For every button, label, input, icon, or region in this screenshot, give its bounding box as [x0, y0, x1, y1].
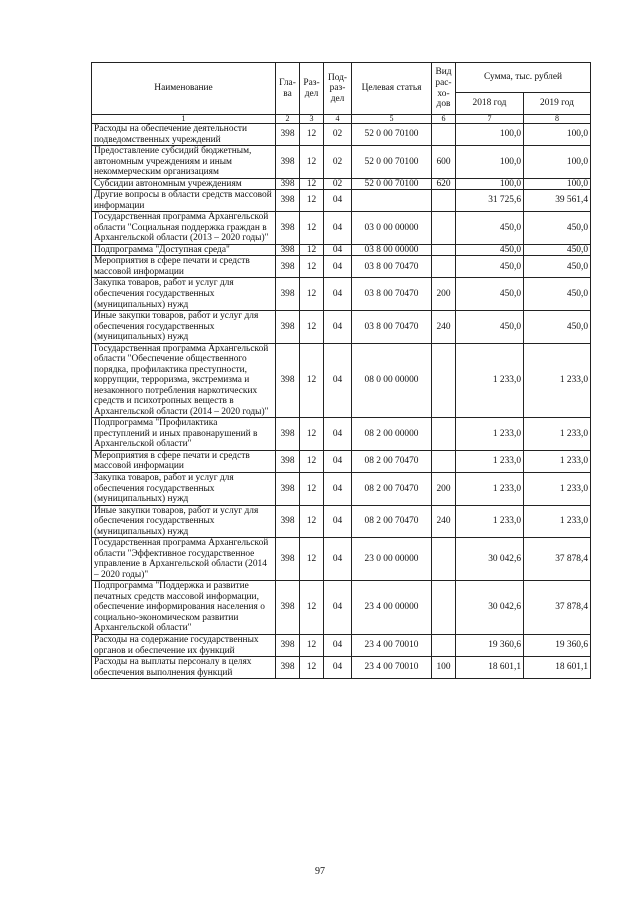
cell-name: Предоставление субсидий бюджетным, автономным учреждениям и иным некоммерческим организациям [92, 146, 276, 179]
cell-podrazdel: 04 [324, 538, 352, 581]
table-row [92, 343, 591, 418]
cell-2018: 100,0 [456, 178, 524, 190]
cell-podrazdel: 04 [324, 450, 352, 472]
cell-vid [432, 418, 456, 451]
table-row [92, 505, 591, 538]
cell-target: 52 0 00 70100 [352, 146, 432, 179]
column-number-row [92, 115, 591, 124]
cell-name: Подпрограмма "Поддержка и развитие печатных средств массовой информации, обеспечение информирования населения о социально-экономическом развитии Архангельской области" [92, 581, 276, 635]
cell-podrazdel: 02 [324, 146, 352, 179]
cell-vid: 240 [432, 311, 456, 344]
cell-glava: 398 [276, 581, 300, 635]
table-row [92, 538, 591, 581]
cell-razdel: 12 [300, 418, 324, 451]
table-row [92, 178, 591, 190]
cell-name: Иные закупки товаров, работ и услуг для обеспечения государственных (муниципальных) нужд [92, 311, 276, 344]
cell-razdel: 12 [300, 278, 324, 311]
cell-2018: 19 360,6 [456, 634, 524, 656]
cell-vid: 200 [432, 278, 456, 311]
budget-table [91, 62, 591, 679]
cell-target: 03 8 00 00000 [352, 244, 432, 256]
col-number: 7 [456, 115, 524, 124]
cell-vid [432, 256, 456, 278]
col-number: 6 [432, 115, 456, 124]
cell-podrazdel: 04 [324, 311, 352, 344]
cell-target: 08 2 00 70470 [352, 505, 432, 538]
cell-name: Государственная программа Архангельской области "Обеспечение общественного порядка, профилактика преступности, коррупции, терроризма, экстремизма и незаконного потребления наркотических средств и психотропных веществ в Архангельской области (2014 – 2020 годы)" [92, 343, 276, 418]
cell-name: Подпрограмма "Доступная среда" [92, 244, 276, 256]
cell-glava: 398 [276, 311, 300, 344]
cell-2018: 30 042,6 [456, 538, 524, 581]
cell-glava: 398 [276, 278, 300, 311]
cell-vid: 600 [432, 146, 456, 179]
cell-name: Другие вопросы в области средств массовой информации [92, 190, 276, 212]
cell-2019: 37 878,4 [524, 581, 591, 635]
cell-target: 03 8 00 70470 [352, 256, 432, 278]
cell-name: Подпрограмма "Профилактика преступлений и иных правонарушений в Архангельской области" [92, 418, 276, 451]
cell-2019: 450,0 [524, 278, 591, 311]
cell-razdel: 12 [300, 657, 324, 679]
cell-name: Государственная программа Архангельской области "Социальная поддержка граждан в Архангельской области (2013 – 2020 годы)" [92, 212, 276, 245]
cell-razdel: 12 [300, 343, 324, 418]
header-2019: 2019 год [524, 93, 591, 115]
cell-glava: 398 [276, 343, 300, 418]
table-row [92, 418, 591, 451]
cell-razdel: 12 [300, 244, 324, 256]
cell-glava: 398 [276, 146, 300, 179]
cell-target: 52 0 00 70100 [352, 178, 432, 190]
table-row [92, 124, 591, 146]
cell-vid [432, 581, 456, 635]
cell-2019: 18 601,1 [524, 657, 591, 679]
cell-2018: 1 233,0 [456, 450, 524, 472]
cell-2019: 37 878,4 [524, 538, 591, 581]
cell-name: Мероприятия в сфере печати и средств массовой информации [92, 450, 276, 472]
cell-razdel: 12 [300, 190, 324, 212]
col-number: 3 [300, 115, 324, 124]
cell-podrazdel: 04 [324, 278, 352, 311]
table-row [92, 657, 591, 679]
cell-vid [432, 124, 456, 146]
table-row [92, 581, 591, 635]
cell-2019: 1 233,0 [524, 505, 591, 538]
header-sum: Сумма, тыс. рублей [456, 63, 591, 93]
cell-vid [432, 212, 456, 245]
cell-glava: 398 [276, 418, 300, 451]
header-glava: Гла-ва [276, 63, 300, 115]
cell-glava: 398 [276, 538, 300, 581]
cell-2019: 100,0 [524, 124, 591, 146]
cell-2019: 1 233,0 [524, 450, 591, 472]
cell-name: Государственная программа Архангельской области "Эффективное государственное управление в Архангельской области (2014 – 2020 годы)" [92, 538, 276, 581]
cell-name: Расходы на обеспечение деятельности подведомственных учреждений [92, 124, 276, 146]
cell-podrazdel: 04 [324, 581, 352, 635]
header-name: Наименование [92, 63, 276, 115]
table-row [92, 256, 591, 278]
table-row [92, 146, 591, 179]
cell-vid [432, 538, 456, 581]
col-number: 2 [276, 115, 300, 124]
cell-razdel: 12 [300, 212, 324, 245]
header-podrazdel: Под-раз-дел [324, 63, 352, 115]
cell-vid: 200 [432, 473, 456, 506]
cell-2019: 450,0 [524, 212, 591, 245]
col-number: 5 [352, 115, 432, 124]
cell-glava: 398 [276, 657, 300, 679]
table-row [92, 473, 591, 506]
header-2018: 2018 год [456, 93, 524, 115]
cell-2018: 1 233,0 [456, 505, 524, 538]
cell-2019: 1 233,0 [524, 343, 591, 418]
cell-target: 23 4 00 70010 [352, 634, 432, 656]
cell-razdel: 12 [300, 124, 324, 146]
cell-podrazdel: 04 [324, 212, 352, 245]
cell-name: Иные закупки товаров, работ и услуг для обеспечения государственных (муниципальных) нужд [92, 505, 276, 538]
cell-vid: 100 [432, 657, 456, 679]
cell-glava: 398 [276, 124, 300, 146]
header-razdel: Раз-дел [300, 63, 324, 115]
cell-razdel: 12 [300, 634, 324, 656]
cell-podrazdel: 04 [324, 244, 352, 256]
table-body [92, 124, 591, 679]
cell-razdel: 12 [300, 538, 324, 581]
cell-2018: 1 233,0 [456, 418, 524, 451]
cell-target: 23 4 00 70010 [352, 657, 432, 679]
cell-2018: 30 042,6 [456, 581, 524, 635]
cell-vid [432, 190, 456, 212]
cell-2019: 450,0 [524, 256, 591, 278]
cell-2019: 450,0 [524, 244, 591, 256]
cell-name: Расходы на выплаты персоналу в целях обеспечения выполнения функций [92, 657, 276, 679]
cell-target: 08 2 00 00000 [352, 418, 432, 451]
cell-glava: 398 [276, 450, 300, 472]
cell-2018: 450,0 [456, 244, 524, 256]
cell-name: Закупка товаров, работ и услуг для обеспечения государственных (муниципальных) нужд [92, 473, 276, 506]
page-number: 97 [315, 866, 325, 877]
header-vid: Вид рас-хо-дов [432, 63, 456, 115]
col-number: 4 [324, 115, 352, 124]
cell-vid [432, 634, 456, 656]
cell-razdel: 12 [300, 450, 324, 472]
cell-podrazdel: 04 [324, 505, 352, 538]
cell-name: Расходы на содержание государственных органов и обеспечение их функций [92, 634, 276, 656]
cell-glava: 398 [276, 256, 300, 278]
cell-podrazdel: 04 [324, 256, 352, 278]
cell-2018: 450,0 [456, 256, 524, 278]
cell-glava: 398 [276, 505, 300, 538]
cell-vid [432, 450, 456, 472]
col-number: 8 [524, 115, 591, 124]
table-row [92, 278, 591, 311]
cell-razdel: 12 [300, 146, 324, 179]
cell-razdel: 12 [300, 505, 324, 538]
cell-target: 23 0 00 00000 [352, 538, 432, 581]
cell-2019: 100,0 [524, 178, 591, 190]
cell-glava: 398 [276, 244, 300, 256]
cell-2018: 1 233,0 [456, 343, 524, 418]
table-row [92, 450, 591, 472]
cell-target: 52 0 00 70100 [352, 124, 432, 146]
cell-podrazdel: 04 [324, 418, 352, 451]
cell-razdel: 12 [300, 256, 324, 278]
cell-2019: 39 561,4 [524, 190, 591, 212]
cell-2018: 100,0 [456, 124, 524, 146]
cell-target: 08 2 00 70470 [352, 473, 432, 506]
cell-2018: 450,0 [456, 278, 524, 311]
cell-razdel: 12 [300, 178, 324, 190]
cell-target: 23 4 00 00000 [352, 581, 432, 635]
cell-podrazdel: 04 [324, 190, 352, 212]
header-target: Целевая статья [352, 63, 432, 115]
cell-podrazdel: 04 [324, 473, 352, 506]
cell-2018: 31 725,6 [456, 190, 524, 212]
cell-target: 08 0 00 00000 [352, 343, 432, 418]
table-row [92, 311, 591, 344]
cell-vid: 240 [432, 505, 456, 538]
cell-2018: 450,0 [456, 311, 524, 344]
cell-2018: 1 233,0 [456, 473, 524, 506]
table-row [92, 244, 591, 256]
cell-glava: 398 [276, 178, 300, 190]
cell-razdel: 12 [300, 473, 324, 506]
cell-razdel: 12 [300, 581, 324, 635]
cell-podrazdel: 04 [324, 634, 352, 656]
table-row [92, 634, 591, 656]
table-row [92, 190, 591, 212]
cell-glava: 398 [276, 212, 300, 245]
cell-target: 03 8 00 70470 [352, 311, 432, 344]
cell-2019: 450,0 [524, 311, 591, 344]
cell-name: Закупка товаров, работ и услуг для обеспечения государственных (муниципальных) нужд [92, 278, 276, 311]
cell-2018: 18 601,1 [456, 657, 524, 679]
cell-2018: 450,0 [456, 212, 524, 245]
cell-vid: 620 [432, 178, 456, 190]
cell-2019: 1 233,0 [524, 418, 591, 451]
cell-target: 03 8 00 70470 [352, 278, 432, 311]
cell-razdel: 12 [300, 311, 324, 344]
cell-2019: 1 233,0 [524, 473, 591, 506]
cell-podrazdel: 02 [324, 178, 352, 190]
cell-2018: 100,0 [456, 146, 524, 179]
cell-vid [432, 244, 456, 256]
cell-podrazdel: 02 [324, 124, 352, 146]
cell-podrazdel: 04 [324, 657, 352, 679]
table-row [92, 212, 591, 245]
cell-glava: 398 [276, 190, 300, 212]
cell-target: 03 0 00 00000 [352, 212, 432, 245]
cell-name: Субсидии автономным учреждениям [92, 178, 276, 190]
cell-glava: 398 [276, 473, 300, 506]
cell-target [352, 190, 432, 212]
cell-vid [432, 343, 456, 418]
cell-2019: 100,0 [524, 146, 591, 179]
cell-glava: 398 [276, 634, 300, 656]
cell-podrazdel: 04 [324, 343, 352, 418]
cell-name: Мероприятия в сфере печати и средств массовой информации [92, 256, 276, 278]
cell-2019: 19 360,6 [524, 634, 591, 656]
col-number: 1 [92, 115, 276, 124]
cell-target: 08 2 00 70470 [352, 450, 432, 472]
